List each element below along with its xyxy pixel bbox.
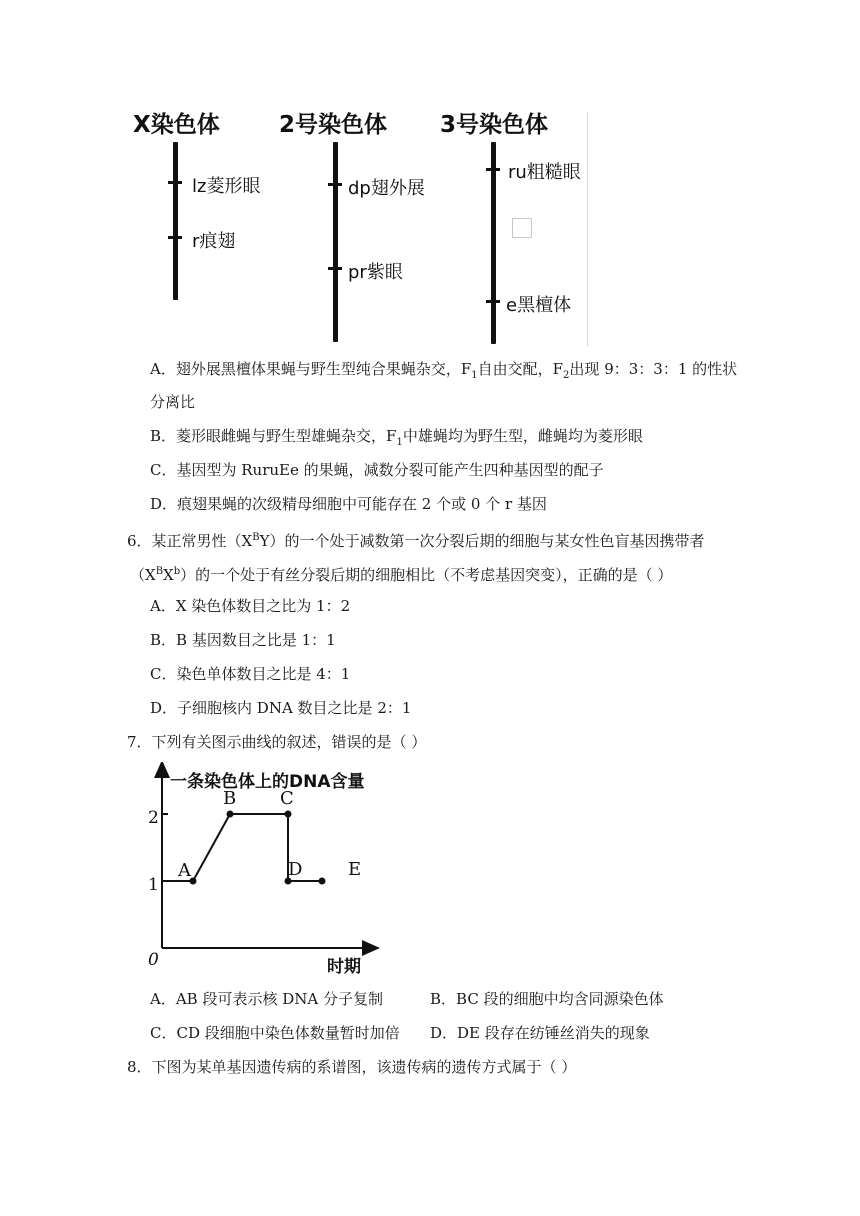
q6-stem-line2: $(X^BX^b)$的一个处于有丝分裂后期的细胞相比（不考虑基因突变），正确的是（ ） xyxy=(130,566,673,584)
data-point-E xyxy=(319,878,326,885)
y-tick-label-1: 1 xyxy=(148,875,159,895)
chromosome-title-2: 2号染色体 xyxy=(279,112,388,138)
q5-option-b: B．菱形眼雌蝇与野生型雄蝇杂交，$F_1$中雄蝇均为野生型，雌蝇均为菱形眼 xyxy=(150,427,643,448)
series-line xyxy=(193,814,322,881)
q7-option-b: B．BC 段的细胞中均含同源染色体 xyxy=(430,990,664,1008)
point-label-B: B xyxy=(223,788,237,809)
q5-option-a: A．翅外展黑檀体果蝇与野生型纯合果蝇杂交，$F_1$自由交配，$F_2$出现 9：3：3：1 的性状 xyxy=(150,360,738,381)
q5-option-a-cont: 分离比 xyxy=(150,393,196,411)
x-axis-label: 时期 xyxy=(327,957,361,977)
point-label-C: C xyxy=(280,788,294,809)
y-axis-label: 一条染色体上的DNA含量 xyxy=(170,772,365,792)
q5-option-c: C．基因型为 RuruEe 的果蝇，减数分裂可能产生四种基因型的配子 xyxy=(150,461,604,479)
q7-option-a: A．AB 段可表示核 DNA 分子复制 xyxy=(150,990,383,1008)
q7-stem: 7．下列有关图示曲线的叙述，错误的是（ ） xyxy=(127,733,427,751)
q8-stem: 8．下图为某单基因遗传病的系谱图，该遗传病的遗传方式属于（ ） xyxy=(127,1058,577,1076)
gene-label-e: e黑檀体 xyxy=(506,295,572,316)
figure-border-line xyxy=(587,112,588,347)
gene-locus-tick xyxy=(486,300,500,303)
placeholder-box xyxy=(512,218,532,238)
chromosome-bar-2 xyxy=(333,142,338,342)
q6-option-c: C．染色单体数目之比是 4：1 xyxy=(150,665,351,683)
q7-option-d: D．DE 段存在纺锤丝消失的现象 xyxy=(430,1024,650,1042)
gene-locus-tick xyxy=(168,236,182,239)
chromosome-title-x: X染色体 xyxy=(133,112,220,138)
gene-label-lz: lz菱形眼 xyxy=(192,176,261,197)
q7-option-c: C．CD 段细胞中染色体数量暂时加倍 xyxy=(150,1024,400,1042)
chromosome-bar-x xyxy=(173,142,178,300)
dna-content-chart xyxy=(140,762,380,982)
point-label-D: D xyxy=(288,859,303,880)
q6-option-b: B．B 基因数目之比是 1：1 xyxy=(150,631,336,649)
data-point-C xyxy=(285,811,292,818)
y-tick-label-2: 2 xyxy=(148,808,159,828)
q6-option-a: A．X 染色体数目之比为 1：2 xyxy=(150,597,351,615)
gene-label-ru: ru粗糙眼 xyxy=(508,162,581,183)
q5-option-d: D．痕翅果蝇的次级精母细胞中可能存在 2 个或 0 个 r 基因 xyxy=(150,495,547,513)
gene-locus-tick xyxy=(328,267,342,270)
q6-option-d: D．子细胞核内 DNA 数目之比是 2：1 xyxy=(150,699,412,717)
gene-label-dp: dp翅外展 xyxy=(348,178,425,199)
gene-locus-tick xyxy=(328,183,342,186)
chromosome-bar-3 xyxy=(491,142,496,344)
gene-locus-tick xyxy=(486,168,500,171)
point-label-E: E xyxy=(348,859,362,880)
gene-label-r: r痕翅 xyxy=(192,231,236,252)
gene-locus-tick xyxy=(168,181,182,184)
data-point-B xyxy=(227,811,234,818)
gene-label-pr: pr紫眼 xyxy=(348,262,403,283)
q6-stem-line1: 6．某正常男性$(X^BY)$的一个处于减数第一次分裂后期的细胞与某女性色盲基因携带者 xyxy=(127,532,705,550)
chromosome-title-3: 3号染色体 xyxy=(440,112,549,138)
origin-label: 0 xyxy=(148,950,159,970)
point-label-A: A xyxy=(178,860,191,881)
